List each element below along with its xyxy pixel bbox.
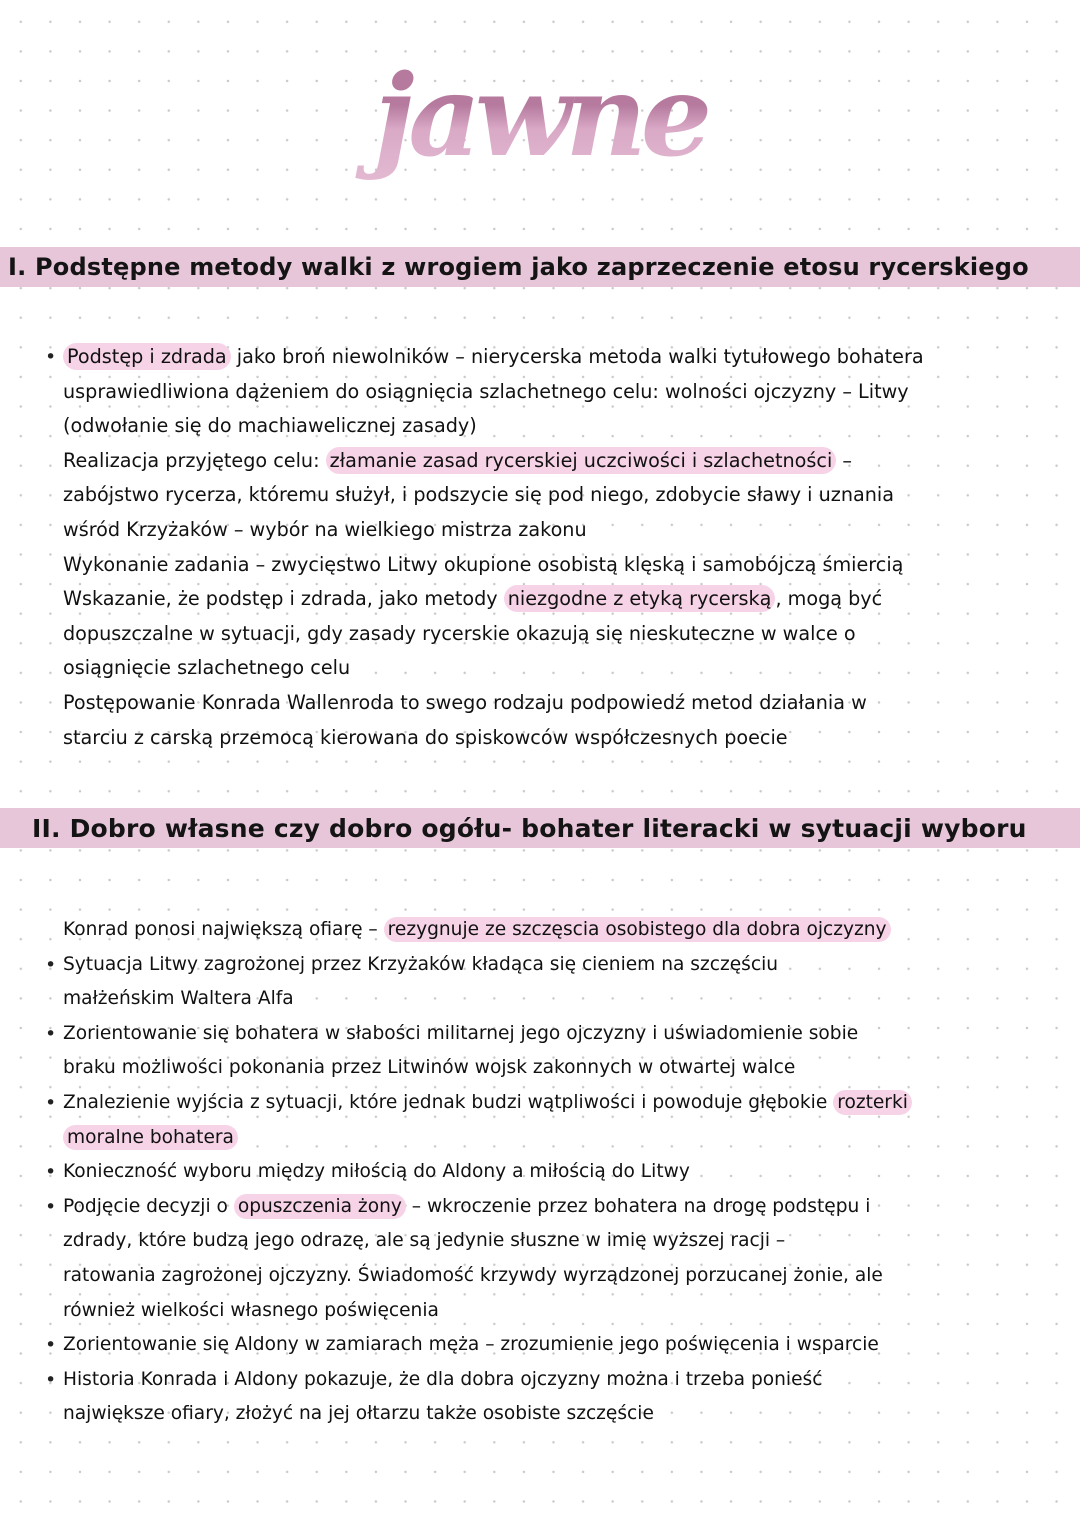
note-text: , mogą być (775, 587, 883, 611)
note-line (45, 651, 1045, 686)
bullet-dot-icon: • (45, 346, 57, 368)
note-line (45, 340, 1045, 375)
highlighted-phrase: złamanie zasad rycerskiej uczciwości i szlachetności (326, 447, 837, 474)
note-line (45, 444, 1045, 479)
note-text: Historia Konrada i Aldony pokazuje, że dla dobra ojczyzny można i trzeba ponieść (63, 1368, 823, 1390)
note-text: – wkroczenie przez bohatera na drogę podstępu i (405, 1195, 871, 1217)
note-line (45, 513, 1045, 548)
section-1-notes (45, 340, 1045, 755)
note-text: (odwołanie się do machiawelicznej zasady) (63, 414, 477, 438)
highlighted-phrase: opuszczenia żony (234, 1194, 406, 1219)
page-title: jawne (0, 42, 1080, 192)
note-text: braku możliwości pokonania przez Litwinów wojsk zakonnych w otwartej walce (63, 1057, 796, 1079)
note-text: Konieczność wyboru między miłością do Aldony a miłością do Litwy (63, 1161, 690, 1183)
note-line (45, 948, 1045, 983)
note-text: Konrad ponosi największą ofiarę – (63, 919, 384, 940)
bullet-dot-icon: • (45, 1161, 57, 1184)
section-2-notes (45, 913, 1045, 1432)
note-line (45, 582, 1045, 617)
note-line (45, 478, 1045, 513)
note-text: Postępowanie Konrada Wallenroda to swego rodzaju podpowiedź metod działania w (63, 690, 867, 714)
bullet-dot-icon: • (45, 1195, 57, 1218)
note-line (45, 982, 1045, 1017)
highlighted-phrase: rezygnuje ze szczęscia osobistego dla dobra ojczyzny (384, 917, 891, 942)
note-text: usprawiedliwiona dążeniem do osiągnięcia szlachetnego celu: wolności ojczyzny – Litwy (63, 379, 909, 403)
note-text: jako broń niewolników – nierycerska metoda walki tytułowego bohatera (230, 345, 924, 368)
note-text: Podjęcie decyzji o (63, 1195, 234, 1217)
note-text: Realizacja przyjętego celu: (63, 448, 326, 472)
note-line (45, 721, 1045, 756)
note-line (45, 913, 1045, 948)
note-text: Wskazanie, że podstęp i zdrada, jako metody (63, 587, 504, 611)
bullet-dot-icon: • (45, 1368, 57, 1391)
note-line (45, 548, 1045, 583)
note-text: zabójstwo rycerza, któremu służył, i podszycie się pod niego, zdobycie sławy i uznania (63, 483, 895, 507)
note-text: również wielkości własnego poświęcenia (63, 1299, 439, 1321)
note-text: – (836, 448, 852, 472)
highlighted-phrase: moralne bohatera (63, 1125, 238, 1150)
highlighted-phrase: Podstęp i zdrada (63, 343, 231, 370)
note-line (45, 1051, 1045, 1086)
section-1-heading-band (0, 247, 1080, 287)
note-text: Znalezienie wyjścia z sytuacji, które jednak budzi wątpliwości i powoduje głębokie (63, 1091, 834, 1113)
note-line (45, 1017, 1045, 1052)
bullet-dot-icon: • (45, 1091, 57, 1114)
note-line (45, 1259, 1045, 1294)
note-text: zdrady, które budzą jego odrazę, ale są jedynie słuszne w imię wyższej racji – (63, 1230, 786, 1252)
note-line (45, 617, 1045, 652)
note-text: największe ofiary, złożyć na jej ołtarzu także osobiste szczęście (63, 1403, 654, 1425)
note-line (45, 1190, 1045, 1225)
note-line (45, 1121, 1045, 1156)
note-text: Zorientowanie się bohatera w słabości militarnej jego ojczyzny i uświadomienie sobie (63, 1022, 859, 1044)
bullet-dot-icon: • (45, 1334, 57, 1357)
note-line (45, 1397, 1045, 1432)
note-line (45, 1363, 1045, 1398)
note-line (45, 1294, 1045, 1329)
note-line (45, 1328, 1045, 1363)
bullet-dot-icon: • (45, 953, 57, 976)
highlighted-phrase: rozterki (833, 1090, 912, 1115)
note-text: osiągnięcie szlachetnego celu (63, 656, 351, 680)
section-2-heading-band (0, 808, 1080, 848)
note-line (45, 1155, 1045, 1190)
note-line (45, 1086, 1045, 1121)
note-text: Wykonanie zadania – zwycięstwo Litwy okupione osobistą klęską i samobójczą śmiercią (63, 552, 904, 576)
bullet-dot-icon: • (45, 1022, 57, 1045)
note-text: starciu z carską przemocą kierowana do spiskowców współczesnych poecie (63, 725, 788, 749)
note-text: Sytuacja Litwy zagrożonej przez Krzyżaków kładąca się cieniem na szczęściu (63, 953, 779, 975)
note-line (45, 686, 1045, 721)
note-text: ratowania zagrożonej ojczyzny. Świadomość krzywdy wyrządzonej porzucanej żonie, ale (63, 1264, 883, 1286)
note-line (45, 409, 1045, 444)
section-2-heading: II. Dobro własne czy dobro ogółu- bohater literacki w sytuacji wyboru (32, 813, 1027, 843)
note-line (45, 1224, 1045, 1259)
note-text: wśród Krzyżaków – wybór na wielkiego mistrza zakonu (63, 517, 587, 541)
note-text: Zorientowanie się Aldony w zamiarach męża – zrozumienie jego poświęcenia i wsparcie (63, 1334, 879, 1356)
note-line (45, 375, 1045, 410)
highlighted-phrase: niezgodne z etyką rycerską (504, 585, 776, 612)
note-text: małżeńskim Waltera Alfa (63, 988, 294, 1010)
note-text: dopuszczalne w sytuacji, gdy zasady rycerskie okazują się nieskuteczne w walce o (63, 621, 856, 645)
section-1-heading: I. Podstępne metody walki z wrogiem jako zaprzeczenie etosu rycerskiego (8, 253, 1029, 281)
